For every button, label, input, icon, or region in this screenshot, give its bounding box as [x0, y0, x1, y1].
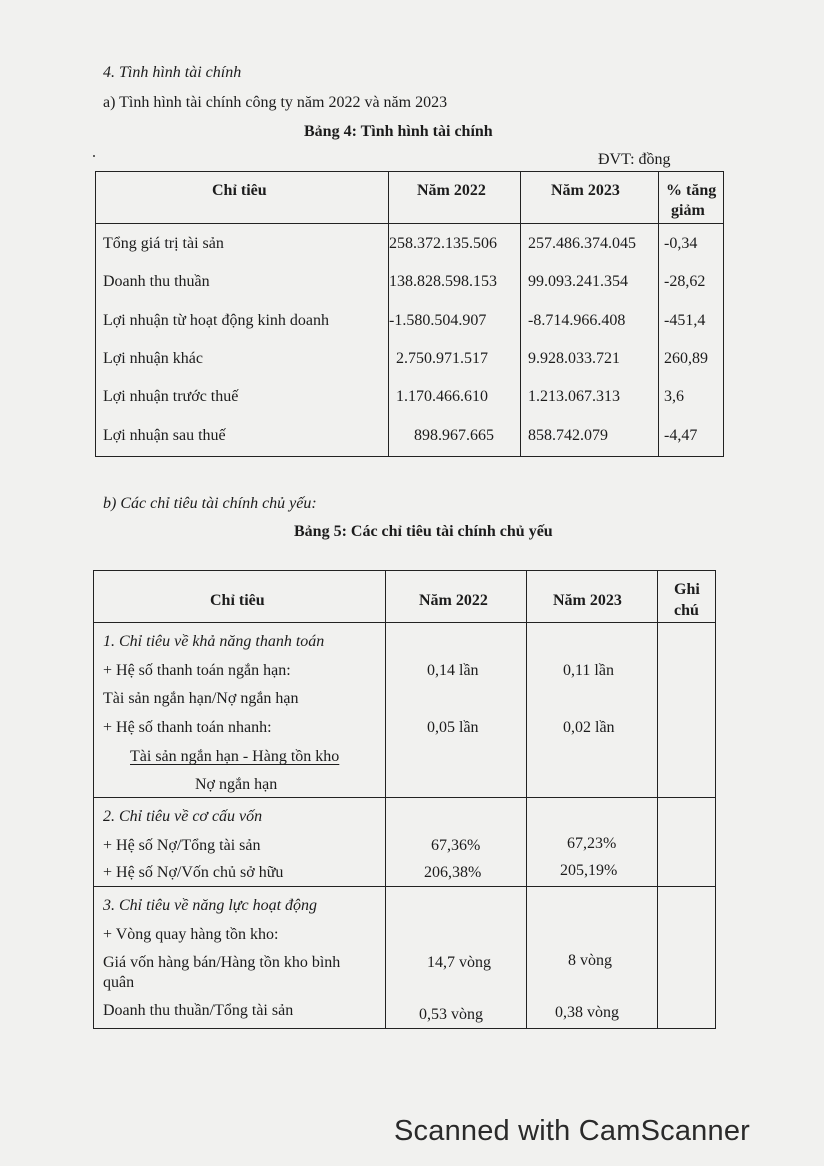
- value-change: 260,89: [664, 350, 708, 367]
- row-label-profit-before-tax: Lợi nhuận trước thuế: [103, 388, 239, 405]
- value-2022: 0,53 vòng: [419, 1006, 483, 1023]
- value-2022: 14,7 vòng: [427, 954, 491, 971]
- value-2022: 0,14 lần: [427, 662, 479, 679]
- formula-inventory-turnover-line2: quân: [103, 974, 135, 991]
- table-body-row: [96, 224, 724, 457]
- formula-quick-ratio-numerator: Tài sản ngắn hạn - Hàng tồn kho: [130, 748, 340, 765]
- value-2022: 1.170.466.610: [396, 388, 488, 405]
- header-year-2023: Năm 2023: [553, 592, 622, 609]
- camscanner-watermark: Scanned with CamScanner: [394, 1115, 751, 1147]
- value-2023: 0,02 lần: [563, 719, 615, 736]
- value-2023: 0,11 lần: [563, 662, 614, 679]
- value-2022: 2.750.971.517: [396, 350, 488, 367]
- value-2022: 138.828.598.153: [389, 273, 497, 290]
- value-2022: 67,36%: [431, 837, 481, 854]
- financial-situation-table: [95, 171, 724, 457]
- value-2023: 0,38 vòng: [555, 1004, 619, 1021]
- formula-inventory-turnover-line1: Giá vốn hàng bán/Hàng tồn kho bình: [103, 954, 341, 971]
- key-financial-indicators-table: [93, 570, 716, 1029]
- value-change: -28,62: [664, 273, 706, 290]
- value-change: -0,34: [664, 235, 698, 252]
- header-indicator: Chỉ tiêu: [212, 182, 267, 199]
- header-year-2022: Năm 2022: [419, 592, 488, 609]
- value-2023: 8 vòng: [568, 952, 612, 969]
- indicator-current-ratio: + Hệ số thanh toán ngắn hạn:: [103, 662, 291, 679]
- row-label-net-revenue: Doanh thu thuần: [103, 273, 210, 290]
- header-year-2023: Năm 2023: [551, 182, 620, 199]
- table4-unit: ĐVT: đồng: [598, 151, 671, 168]
- table-header-row: [96, 172, 724, 224]
- table-header-row: [94, 571, 716, 623]
- group-title-liquidity: 1. Chỉ tiêu về khả năng thanh toán: [103, 633, 325, 650]
- value-2023: 257.486.374.045: [528, 235, 636, 252]
- value-2023: 205,19%: [560, 862, 618, 879]
- value-2022: 898.967.665: [414, 427, 494, 444]
- group-liquidity: [94, 623, 716, 798]
- table4-title: Bảng 4: Tình hình tài chính: [304, 123, 493, 140]
- value-2023: 858.742.079: [528, 427, 608, 444]
- row-label-other-profit: Lợi nhuận khác: [103, 350, 203, 367]
- header-indicator: Chỉ tiêu: [210, 592, 265, 609]
- group-operating-efficiency: [94, 887, 716, 1029]
- header-note-line1: Ghi: [674, 581, 700, 598]
- group-title-capital-structure: 2. Chỉ tiêu về cơ cấu vốn: [103, 808, 263, 825]
- value-2022: 206,38%: [424, 864, 482, 881]
- group-capital-structure: [94, 798, 716, 887]
- header-change-line2: giảm: [671, 202, 705, 219]
- row-label-profit-after-tax: Lợi nhuận sau thuế: [103, 427, 226, 444]
- value-2022: 0,05 lần: [427, 719, 479, 736]
- value-2023: -8.714.966.408: [528, 312, 626, 329]
- scan-speck: [93, 155, 95, 157]
- indicator-quick-ratio: + Hệ số thanh toán nhanh:: [103, 719, 272, 736]
- indicator-debt-to-equity: + Hệ số Nợ/Vốn chủ sở hữu: [103, 864, 284, 881]
- value-2023: 99.093.241.354: [528, 273, 628, 290]
- subheading-b: b) Các chỉ tiêu tài chính chủ yếu:: [103, 495, 317, 512]
- value-change: -451,4: [664, 312, 706, 329]
- value-change: 3,6: [664, 388, 684, 405]
- table5-title: Bảng 5: Các chỉ tiêu tài chính chủ yếu: [294, 523, 553, 540]
- value-2023: 9.928.033.721: [528, 350, 620, 367]
- subheading-a: a) Tình hình tài chính công ty năm 2022 và năm 2023: [103, 94, 448, 111]
- header-year-2022: Năm 2022: [417, 182, 486, 199]
- value-2023: 67,23%: [567, 835, 617, 852]
- indicator-asset-turnover: Doanh thu thuần/Tổng tài sản: [103, 1002, 294, 1019]
- section-heading: 4. Tình hình tài chính: [103, 64, 242, 81]
- value-2022: 258.372.135.506: [389, 235, 497, 252]
- indicator-inventory-turnover: + Vòng quay hàng tồn kho:: [103, 926, 279, 943]
- header-change-line1: % tăng: [666, 182, 717, 199]
- formula-quick-ratio-denominator: Nợ ngắn hạn: [195, 776, 278, 793]
- indicator-debt-to-assets: + Hệ số Nợ/Tổng tài sản: [103, 837, 261, 854]
- header-note-line2: chú: [674, 602, 699, 619]
- value-2022: -1.580.504.907: [389, 312, 487, 329]
- row-label-operating-profit: Lợi nhuận từ hoạt động kinh doanh: [103, 312, 329, 329]
- row-label-total-assets: Tổng giá trị tài sản: [103, 235, 224, 252]
- group-title-operating-efficiency: 3. Chỉ tiêu về năng lực hoạt động: [103, 897, 318, 914]
- value-change: -4,47: [664, 427, 698, 444]
- value-2023: 1.213.067.313: [528, 388, 620, 405]
- formula-current-ratio: Tài sản ngắn hạn/Nợ ngắn hạn: [103, 690, 299, 707]
